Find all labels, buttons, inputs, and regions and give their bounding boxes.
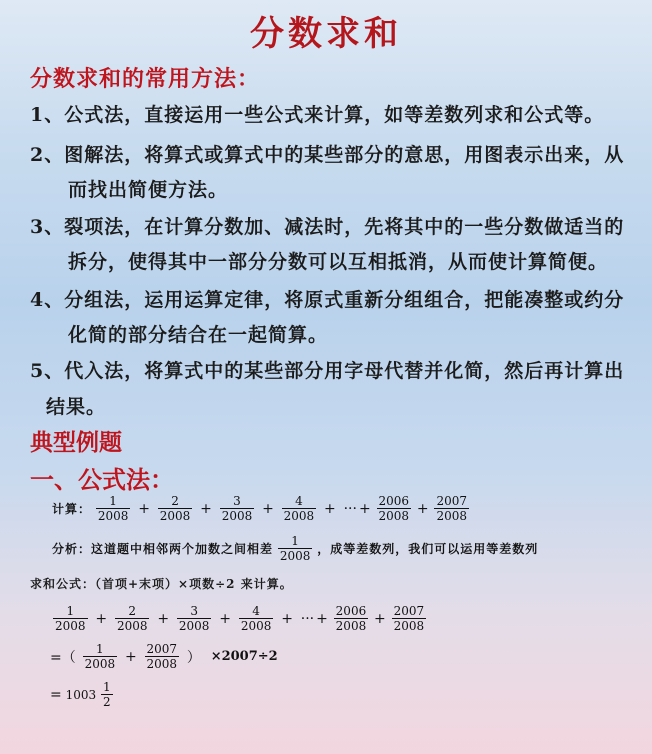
analysis-text-b: ，成等差数列，我们可以运用等差数列 (317, 542, 539, 556)
method-4-line-2: 化简的部分结合在一起简算。 (68, 324, 329, 346)
fraction: $\frac{2}{2008}$ (116, 604, 148, 633)
methods-heading: 分数求和的常用方法： (30, 66, 261, 92)
problem-expression: 计算： $\frac{1}{2008}$ + $\frac{2}{2008}$ + $\frac{3}{2008}$ + $\frac{4}{2008}$ + ··· + $\frac{2006}{2008}$ + $\frac{2007}{2008}$ (52, 494, 467, 523)
fraction: $\frac{1}{2008}$ (97, 494, 129, 523)
result-equals: = (50, 686, 62, 703)
fraction: $\frac{1}{2008}$ (279, 534, 311, 563)
result-whole: 1003 (65, 687, 97, 702)
step2-tail: ×2007÷2 (210, 649, 278, 664)
step2-close: ） (186, 649, 201, 666)
analysis-line-2: 求和公式：（首项+末项）×项数÷2 来计算。 (30, 577, 293, 591)
method-3-line-2: 拆分，使得其中一部分分数可以互相抵消，从而使计算简便。 (68, 251, 609, 273)
fraction: $\frac{2007}{2008}$ (393, 604, 425, 633)
fraction: $\frac{4}{2008}$ (283, 494, 315, 523)
solution-result (50, 680, 114, 709)
fraction: $\frac{1}{2008}$ (55, 604, 86, 633)
formula-method-heading: 一、公式法： (30, 465, 174, 494)
analysis-text-a: 分析：这道题中相邻两个加数之间相差 (52, 542, 274, 556)
method-1-line-1: 1、公式法，直接运用一些公式来计算，如等差数列求和公式等。 (30, 104, 605, 126)
example-heading: 典型例题 (30, 429, 122, 456)
fraction: $\frac{3}{2008}$ (178, 604, 210, 633)
method-5-line-1: 5、代入法，将算式中的某些部分用字母代替并化简，然后再计算出 (30, 360, 625, 382)
method-5-line-2: 结果。 (46, 396, 107, 418)
method-2-line-2: 而找出简便方法。 (68, 179, 229, 201)
fraction: $\frac{2006}{2008}$ (378, 494, 410, 523)
fraction: $\frac{2007}{2008}$ (436, 494, 467, 523)
fraction: $\frac{1}{2008}$ (84, 642, 116, 671)
calc-label: 计算： (52, 502, 92, 516)
method-4-line-1: 4、分组法，运用运算定律，将原式重新分组组合，把能凑整或约分 (30, 289, 625, 311)
fraction: $\frac{4}{2008}$ (240, 604, 272, 633)
solution-sum: $\frac{1}{2008}$ + $\frac{2}{2008}$ + $\frac{3}{2008}$ + $\frac{4}{2008}$ + ··· + $\frac{2006}{2008}$ + $\frac{2007}{2008}$ (55, 604, 425, 633)
analysis-line-1 (52, 534, 538, 563)
method-3-line-1: 3、裂项法，在计算分数加、减法时，先将其中的一些分数做适当的 (30, 216, 625, 238)
fraction: $\frac{2006}{2008}$ (335, 604, 367, 633)
page-title: 分数求和 (250, 14, 402, 54)
method-2-line-1: 2、图解法，将算式或算式中的某些部分的意思，用图表示出来，从 (30, 144, 625, 166)
fraction: $\frac{3}{2008}$ (221, 494, 253, 523)
ellipsis: ··· (300, 610, 315, 627)
ellipsis: ··· (343, 500, 357, 517)
step2-open: =（ (50, 649, 76, 666)
fraction: $\frac{1}{2}$ (102, 680, 111, 709)
fraction: $\frac{2007}{2008}$ (146, 642, 178, 671)
solution-step-2: =（ $\frac{1}{2008}$ + $\frac{2007}{2008}$ ） ×2007÷2 (50, 642, 278, 671)
fraction: $\frac{2}{2008}$ (159, 494, 191, 523)
